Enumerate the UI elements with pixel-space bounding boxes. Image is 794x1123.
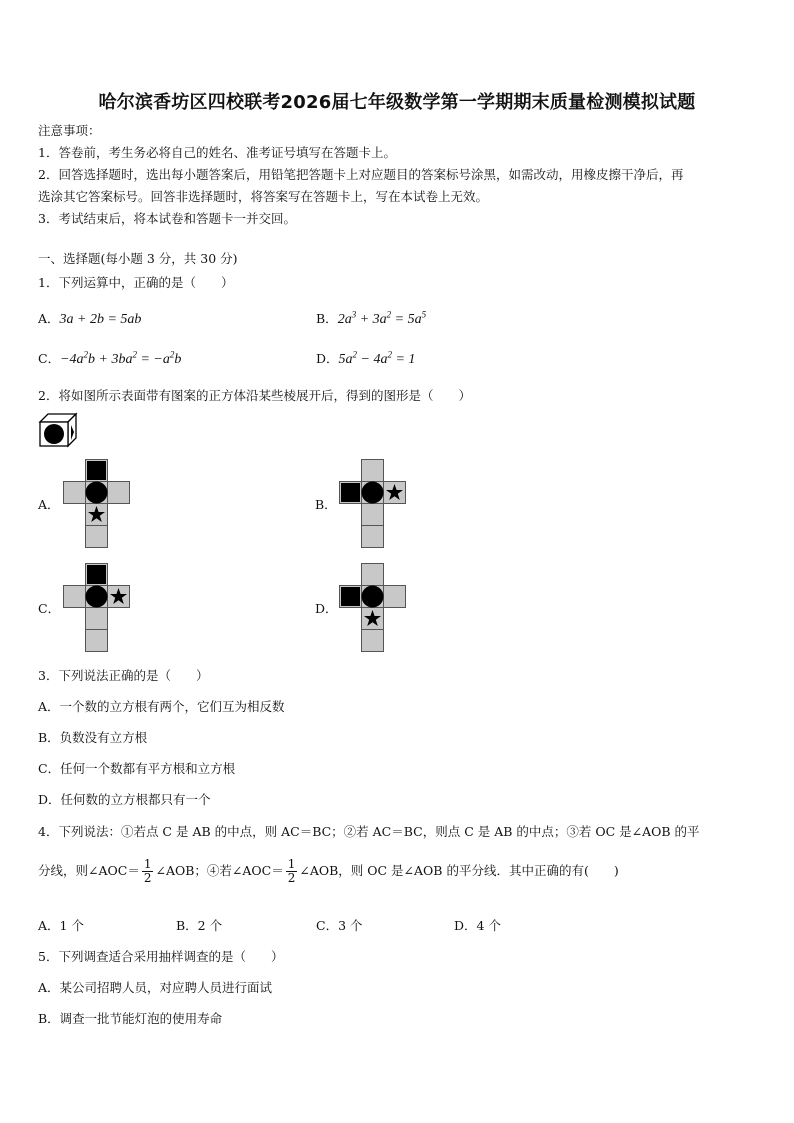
notice-item-2-cont: 选涂其它答案标号。回答非选择题时，将答案写在答题卡上，写在本试卷上无效。 xyxy=(38,189,489,204)
section-heading: 一、选择题(每小题 3 分，共 30 分) xyxy=(38,251,238,266)
q3-option-c: C．任何一个数都有平方根和立方根 xyxy=(38,761,236,776)
q4-option-d: D．4 个 xyxy=(454,918,501,933)
cube-circle-symbol xyxy=(44,424,64,444)
net-a-face-left xyxy=(64,482,86,504)
q3-option-d: D．任何数的立方根都只有一个 xyxy=(38,792,211,807)
net-c-face-below xyxy=(86,608,108,630)
q1-stem: 1．下列运算中，正确的是（ ） xyxy=(38,275,234,290)
q1-option-b xyxy=(316,309,426,328)
q2-a-label: A． xyxy=(38,497,60,512)
q1-d-expr: $5a^2 - 4a^2 = 1$ xyxy=(338,349,416,367)
q3-option-a: A．一个数的立方根有两个，它们互为相反数 xyxy=(38,699,285,714)
q1-a-expr: 3a + 2b = 5ab xyxy=(59,312,142,327)
q1-c-expr: $-4a^2b + 3ba^2 = -a^2b$ xyxy=(60,349,182,367)
q4-line-2-part-2: ∠AOB；④若∠AOC＝ xyxy=(155,863,284,878)
net-option-d xyxy=(339,563,407,653)
q4-fraction-2: $\frac{1}{2}$ xyxy=(287,857,296,885)
net-d-face-right xyxy=(384,586,406,608)
q3-option-b: B．负数没有立方根 xyxy=(38,730,148,745)
q5-option-a: A．某公司招聘人员，对应聘人员进行面试 xyxy=(38,980,273,995)
q1-option-d xyxy=(316,349,415,368)
q2-d-label: D． xyxy=(315,601,338,616)
net-c-face-left xyxy=(64,586,86,608)
q1-option-c xyxy=(38,349,181,368)
net-c-circle-symbol xyxy=(86,586,108,608)
q4-line-1: 4．下列说法：①若点 C 是 AB 的中点，则 AC＝BC；②若 AC＝BC，则点 C 是 AB 的中点；③若 OC 是∠AOB 的平 xyxy=(38,824,700,839)
q3-stem: 3．下列说法正确的是（ ） xyxy=(38,668,209,683)
net-d-square-symbol xyxy=(341,587,360,606)
q2-b-label: B． xyxy=(315,497,337,512)
q4-line-2 xyxy=(38,858,619,885)
net-b-face-below xyxy=(362,504,384,526)
net-a-face-right xyxy=(108,482,130,504)
net-option-c xyxy=(63,563,131,653)
net-b-face-top xyxy=(362,460,384,482)
net-d-circle-symbol xyxy=(362,586,384,608)
net-b-face-bottom xyxy=(362,526,384,548)
net-c-square-symbol xyxy=(87,565,106,584)
net-a-square-symbol xyxy=(87,461,106,480)
q4-fraction-1: $\frac{1}{2}$ xyxy=(143,857,152,885)
q1-b-label: B． xyxy=(316,311,338,326)
notice-item-2: 2．回答选择题时，选出每小题答案后，用铅笔把答题卡上对应题目的答案标号涂黑，如需改动，用橡皮擦干净后，再 xyxy=(38,167,684,182)
net-d-face-top xyxy=(362,564,384,586)
net-a-circle-symbol xyxy=(86,482,108,504)
q4-line-2-part-1: 分线，则∠AOC＝ xyxy=(38,863,140,878)
q2-stem: 2．将如图所示表面带有图案的正方体沿某些棱展开后，得到的图形是（ ） xyxy=(38,388,471,403)
q5-option-b: B．调查一批节能灯泡的使用寿命 xyxy=(38,1011,223,1026)
q4-option-c: C．3 个 xyxy=(316,918,363,933)
q1-a-label: A． xyxy=(38,311,60,326)
q1-option-a xyxy=(38,309,141,328)
net-b-circle-symbol xyxy=(362,482,384,504)
notice-item-3: 3．考试结束后，将本试卷和答题卡一并交回。 xyxy=(38,211,296,226)
net-a-face-bottom xyxy=(86,526,108,548)
net-d-face-bottom xyxy=(362,630,384,652)
q5-stem: 5．下列调查适合采用抽样调查的是（ ） xyxy=(38,949,284,964)
q4-option-a: A．1 个 xyxy=(38,918,84,933)
q4-line-2-part-3: ∠AOB，则 OC 是∠AOB 的平分线．其中正确的有( ) xyxy=(299,863,619,878)
net-c-face-bottom xyxy=(86,630,108,652)
q4-option-b: B．2 个 xyxy=(176,918,223,933)
net-option-a xyxy=(63,459,131,549)
net-option-b xyxy=(339,459,407,549)
notice-heading: 注意事项： xyxy=(38,123,101,138)
cube-figure xyxy=(38,412,80,448)
page-title: 哈尔滨香坊区四校联考2026届七年级数学第一学期期末质量检测模拟试题 xyxy=(98,92,696,113)
q1-d-label: D． xyxy=(316,351,339,366)
q2-c-label: C． xyxy=(38,601,61,616)
net-b-square-symbol xyxy=(341,483,360,502)
q1-b-expr: $2a^3 + 3a^2 = 5a^5$ xyxy=(337,309,427,327)
notice-item-1: 1．答卷前，考生务必将自己的姓名、准考证号填写在答题卡上。 xyxy=(38,145,396,160)
q1-c-label: C． xyxy=(38,351,61,366)
